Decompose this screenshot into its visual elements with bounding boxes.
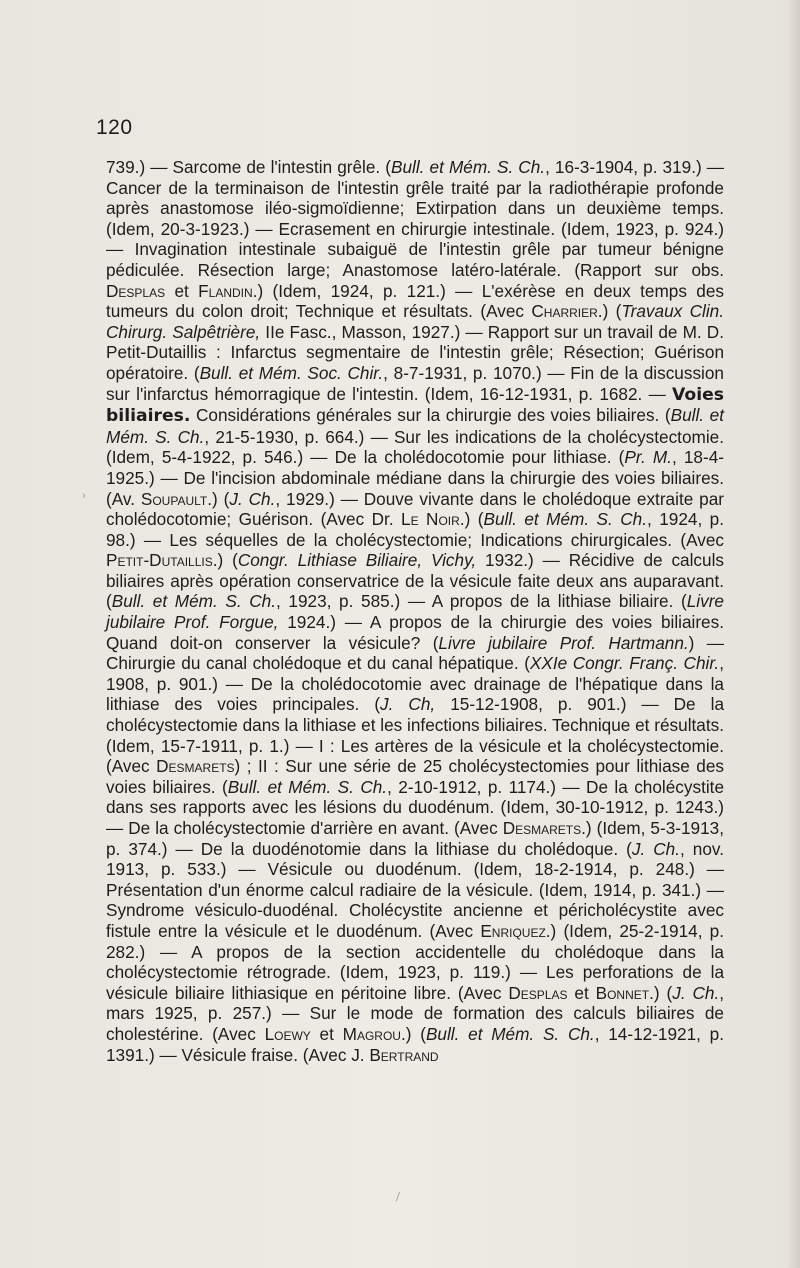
text-run: , 14-12-1921, p. 1391.) — Vésicule fraise. (Avec J. (106, 1023, 725, 1065)
journal-title: Bull. et Mém. S. Ch. (111, 591, 276, 612)
author-name: Petit-Dutaillis (106, 550, 213, 571)
text-run: .) (Idem, 25-2-1914, p. 282.) — A propos de la section accidentelle du cholédoque dans la cholécystectomie rétrograde. (Idem, 1923, p. 119.) — Les perforations de la vésicule biliaire lithiasique en péritoine libre. (Avec (106, 920, 724, 1003)
text-run: , 2-10-1912, p. 1174.) — De la cholécystite dans ses rapports avec les lésions du duodénum. (Idem, 30-10-1912, p. 1243.) — De la cholécystectomie d'arrière en avant. (Avec (106, 776, 724, 838)
text-run: .) (Idem, 1924, p. 121.) — L'exérèse en deux temps des tumeurs du colon droit; Technique et résultats. (Avec (106, 280, 724, 322)
journal-title: J. Ch, (380, 694, 436, 715)
text-run: , 1923, p. 585.) — A propos de la lithiase biliaire. ( (276, 591, 687, 612)
page-edge-shadow (786, 0, 800, 1268)
journal-title: Livre jubilaire Prof. Hartmann. (438, 632, 689, 653)
author-name: Loewy (264, 1023, 311, 1044)
journal-title: Travaux Clin. Chirurg. Salpêtrière, (106, 301, 725, 342)
journal-title: Bull. et Mém. S. Ch. (425, 1023, 595, 1044)
text-run: 1924.) — A propos de la chirurgie des voies biliaires. Quand doit-on conserver la vésicule? ( (106, 612, 724, 653)
author-name: Desmarets (502, 818, 582, 838)
author-name: Soupault (140, 488, 208, 509)
journal-title: Pr. M. (624, 447, 672, 468)
text-run: , 1929.) — Douve vivante dans le cholédoque extraite par cholédocotomie; Guérison. (Avec Dr. (106, 488, 725, 530)
text-run: .) ( (400, 1023, 426, 1044)
author-name: Bonnet (595, 982, 650, 1003)
text-run: 15-12-1908, p. 901.) — De la cholécystectomie dans la lithiase et les infections biliaires. Technique et résultats. (Idem, 15-7-1911, p. 1.) — I : Les artères de la vésicule et la cholécystectomie. (Avec (106, 694, 725, 777)
journal-title: Bull. et Mém. Soc. Chir. (199, 362, 384, 383)
author-name: Flandin (198, 280, 253, 301)
text-run: Considérations générales sur la chirurgie des voies biliaires. ( (190, 405, 671, 426)
text-run: .) ( (212, 550, 238, 571)
author-name: Le Noir (401, 509, 460, 530)
journal-title: Bull. et Mém. S. Ch. (391, 157, 546, 177)
text-run: , mars 1925, p. 257.) — Sur le mode de formation des calculs biliaires de cholestérine. (Avec (106, 982, 725, 1044)
text-run: .) ( (207, 488, 230, 509)
journal-title: Bull. et Mém. S. Ch. (483, 509, 647, 530)
text-run: ) ; II : Sur une série de 25 cholécystectomies pour lithiase des voies biliaires. ( (106, 756, 724, 797)
page-number: 120 (96, 116, 133, 139)
text-run: 1932.) — Récidive de calculs biliaires après opération conservatrice de la vésicule faite deux ans auparavant. ( (106, 550, 724, 612)
text-run: , 16-3-1904, p. 319.) —Cancer de la terminaison de l'intestin grêle traité par la radiothérapie profonde après anastomose iléo-sigmoïdienne; Extirpation dans un deuxième temps.(Idem, 20-3-1923.) — Ecrasement en chirurgie intestinale. (Idem, 1923, p. 924.) — Invagination intestinale subaiguë de l'intestin grêle par tumeur bénigne pédiculée. Résection large; Anastomose latéro-latérale. (Rapport sur obs. (106, 157, 724, 280)
author-name: Enriquez (480, 920, 546, 941)
text-run: ) — Chirurgie du canal cholédoque et du canal hépatique. ( (106, 632, 724, 674)
text-run: .) (Idem, 5-3-1913, p. 374.) — De la duodénotomie dans la lithiase du cholédoque. ( (106, 818, 724, 859)
journal-title: Bull. et Mém. S. Ch. (106, 405, 725, 447)
journal-title: Bull. et Mém. S. Ch. (227, 776, 388, 797)
author-name: Desmarets (156, 756, 235, 777)
author-name: Desplas (106, 280, 166, 301)
journal-title: J. Ch. (631, 838, 680, 859)
author-name: Bertrand (369, 1044, 439, 1065)
text-run: , 1908, p. 901.) — De la cholédocotomie avec drainage de l'hépatique dans la lithiase des voies principales. ( (106, 653, 724, 715)
author-name: Charrier (531, 301, 598, 322)
bibliography-text (106, 157, 724, 1065)
text-run: , 21-5-1930, p. 664.) — Sur les indications de la cholécystectomie. (Idem, 5-4-1922, p. 546.) — De la cholédocotomie pour lithiase. ( (106, 426, 724, 468)
author-name: Magrou (342, 1023, 401, 1044)
text-run: .) ( (459, 509, 484, 530)
footer-mark: / (396, 1190, 400, 1205)
author-name: Desplas (508, 982, 568, 1003)
text-run: .) ( (597, 301, 622, 322)
journal-title: XXIe Congr. Franç. Chir. (529, 653, 720, 674)
journal-title: Livre jubilaire Prof. Forgue, (106, 591, 724, 633)
text-run: , nov. 1913, p. 533.) — Vésicule ou duodénum. (Idem, 18-2-1914, p. 248.) — Présentation d'un énorme calcul radiaire de la vésicule. (Idem, 1914, p. 341.) — Syndrome vésiculo-duodénal. Cholécystite ancienne et péricholécystite avec fistule entre la vésicule et le duodénum. (Avec (106, 838, 725, 941)
text-run: et (165, 280, 199, 301)
journal-title: Congr. Lithiase Biliaire, Vichy, (237, 550, 477, 571)
journal-title: J. Ch. (672, 982, 720, 1003)
text-run: , 18-4-1925.) — De l'incision abdominale médiane dans la chirurgie des voies biliaires. (Av. (106, 447, 724, 509)
text-run: , 8-7-1931, p. 1070.) — Fin de la discussion sur l'infarctus hémorragique de l'intestin. (Idem, 16-12-1931, p. 1682. — (106, 362, 724, 404)
margin-mark: › (82, 490, 86, 502)
text-run: et (567, 982, 596, 1003)
journal-title: J. Ch. (229, 488, 276, 509)
text-run: et (310, 1023, 343, 1044)
section-heading-voies-biliaires: Voies biliaires. (106, 384, 724, 427)
text-run: 739.) — Sarcome de l'intestin grêle. ( (106, 157, 392, 177)
text-run: .) ( (649, 982, 673, 1003)
text-run: IIe Fasc., Masson, 1927.) — Rapport sur un travail de M. D. Petit-Dutaillis : Infarctus segmentaire de l'intestin grêle; Résection; Guérison opératoire. ( (106, 321, 724, 383)
text-run: , 1924, p. 98.) — Les séquelles de la cholécystectomie; Indications chirurgicales. (Avec (106, 509, 725, 550)
